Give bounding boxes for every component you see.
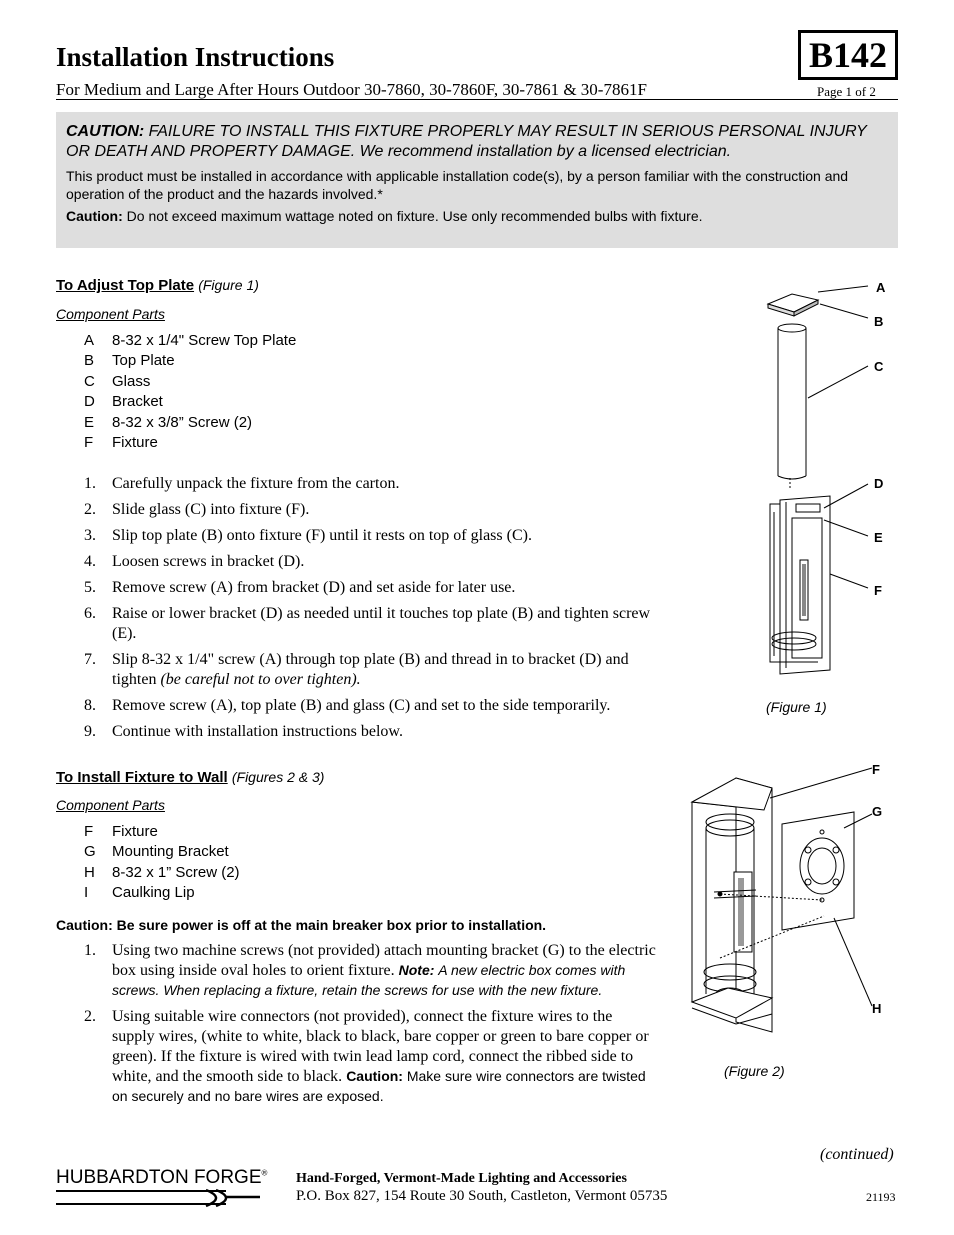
figure2-label-h: H [872,1001,882,1016]
section1-heading [56,277,259,294]
part-item: F Fixture [84,433,158,451]
step-item: 2. Slide glass (C) into fixture (F). [84,501,310,518]
caution-main [66,122,886,162]
section1-steps [84,474,674,748]
figure1-label-f: F [874,583,882,598]
part-item: A 8-32 x 1/4" Screw Top Plate [84,332,297,349]
wattage-label: Caution: [66,208,123,224]
step-item: 1. Using two machine screws (not provided) attach mounting bracket (G) to the electric box using inside oval holes to orient fixture. Note: A new electric box comes with screws. When replacing a fixture, retain the screws for use with the new fixture. [84,942,656,998]
part-item: B Top Plate [84,352,175,370]
caution-wattage [66,208,886,224]
section1-title: To Adjust Top Plate [56,277,195,294]
part-item: H 8-32 x 1” Screw (2) [84,863,240,881]
caution-body: This product must be installed in accordance with applicable installation code(s), by a person familiar with the construction and operation of the product and the hazards involved.* [66,168,849,202]
brand-logo: HUBBARDTON FORGE® [56,1167,268,1188]
power-caution: Caution: Be sure power is off at the main breaker box prior to installation. [56,917,547,933]
part-item: G Mounting Bracket [84,843,229,861]
page-number: Page 1 of 2 [817,84,876,99]
figure1-label-d: D [874,476,884,491]
caution-label: CAUTION: [66,123,145,140]
page-subtitle: For Medium and Large After Hours Outdoor 30-7860, 30-7860F, 30-7861 & 30-7861F [56,80,647,99]
title-rule [56,99,898,100]
page-title: Installation Instructions [56,42,335,72]
figure2-label-g: G [872,804,883,819]
section2-steps [84,941,656,1113]
document-code: B142 [798,30,898,80]
figure2-caption: (Figure 2) [724,1063,785,1079]
step-item: 2. Using suitable wire connectors (not provided), connect the fixture wires to the supply wires, (white to white, black to black, bare copper or green to bare copper or green). If the fixture is wired with twin lead lamp cord, connect the ribbed side to white, and the smooth side to black. Caution: Make sure wire connectors are twisted on securely and no bare wires are exposed. [84,1008,649,1104]
section2-figref: (Figures 2 & 3) [231,769,325,785]
section1-parts-list [84,331,296,453]
figure1-label-e: E [874,530,883,545]
step-item: 3. Slip top plate (B) onto fixture (F) until it rests on top of glass (C). [84,527,532,544]
step-item: 4. Loosen screws in bracket (D). [84,553,305,570]
step-item: 7. Slip 8-32 x 1/4" screw (A) through top plate (B) and thread in to bracket (D) and tighten (be careful not to over tighten). [84,651,629,688]
wattage-text: Do not exceed maximum wattage noted on fixture. Use only recommended bulbs with fixture. [126,208,703,224]
figure1-caption: (Figure 1) [766,699,827,715]
footer-code: 21193 [866,1190,896,1204]
section1-components-heading: Component Parts [56,306,165,322]
figure2-diagram [684,762,900,1046]
section2-components-heading: Component Parts [56,797,165,813]
figure1-label-a: A [876,280,886,295]
logo-mark-icon [56,1188,262,1208]
part-item: C Glass [84,372,151,390]
footer-address: P.O. Box 827, 154 Route 30 South, Castleton, Vermont 05735 [296,1188,668,1204]
section2-title: To Install Fixture to Wall [56,769,228,786]
footer-tagline: Hand-Forged, Vermont-Made Lighting and Accessories [296,1171,627,1186]
step-item: 9. Continue with installation instructions below. [84,723,403,740]
section1-figref: (Figure 1) [198,277,259,293]
part-item: E 8-32 x 3/8” Screw (2) [84,413,253,431]
step-item: 5. Remove screw (A) from bracket (D) and set aside for later use. [84,579,516,596]
part-item: D Bracket [84,393,163,411]
section2-heading [56,769,324,786]
figure2-label-f: F [872,762,880,777]
step-item: 6. Raise or lower bracket (D) as needed until it touches top plate (B) and tighten screw (E). [84,605,651,642]
figure1-label-b: B [874,314,884,329]
part-item: F Fixture [84,823,158,840]
continued-note: (continued) [820,1146,894,1163]
section2-parts-list [84,822,240,904]
step-item: 8. Remove screw (A), top plate (B) and glass (C) and set to the side temporarily. [84,697,611,714]
figure1-label-c: C [874,359,884,374]
caution-main-text: FAILURE TO INSTALL THIS FIXTURE PROPERLY MAY RESULT IN SERIOUS PERSONAL INJURY OR DEATH AND PROPERTY DAMAGE. We recommend installation by a licensed electrician. [66,123,867,160]
part-item: I Caulking Lip [84,884,195,902]
step-item: 1. Carefully unpack the fixture from the carton. [84,475,400,492]
